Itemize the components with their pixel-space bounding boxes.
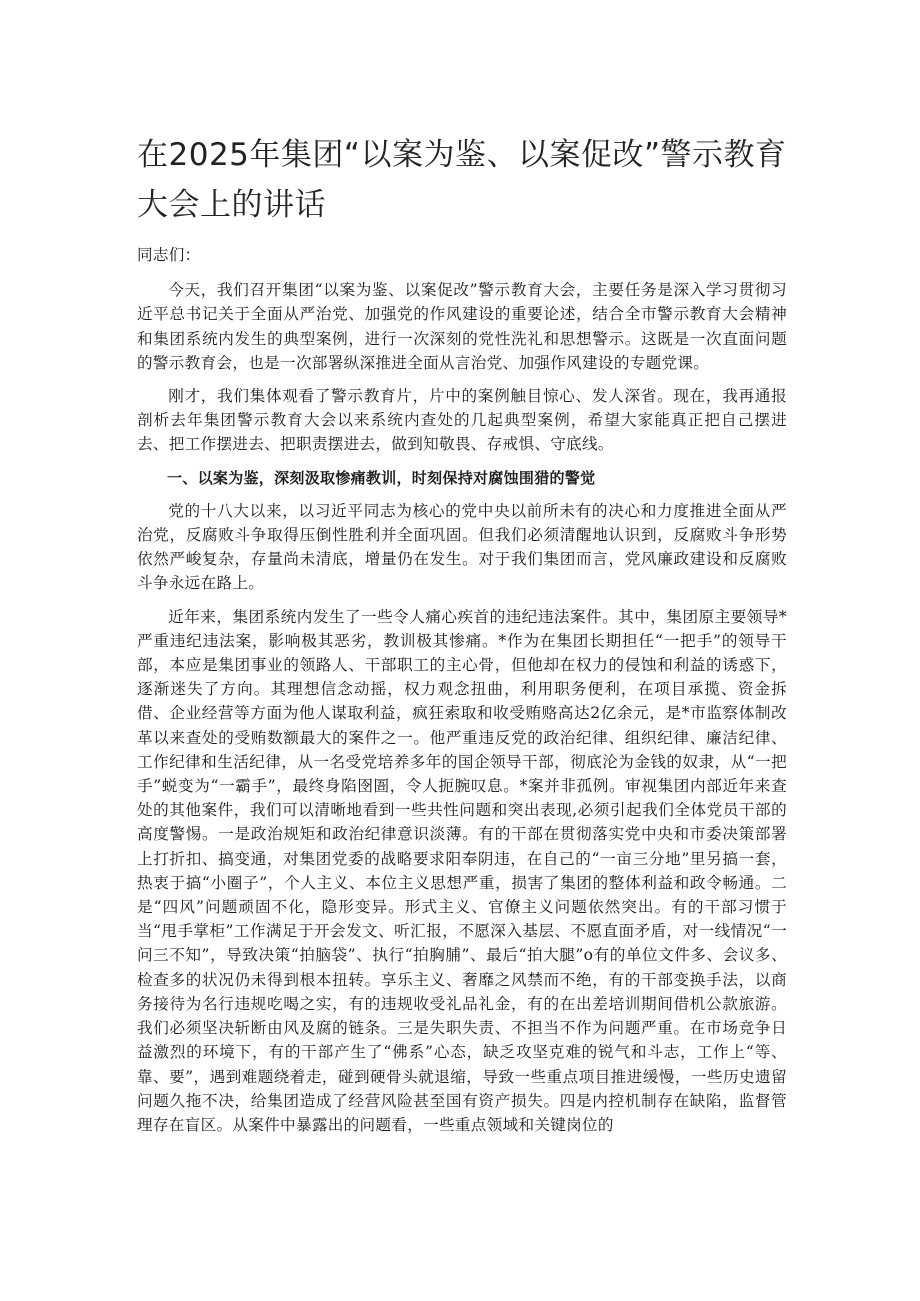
paragraph-anticorruption: 党的十八大以来，以习近平同志为核心的党中央以前所未有的决心和力度推进全面从严治党，反腐败斗争取得压倒性胜利并全面巩固。但我们必须清醒地认识到，反腐败斗争形势依然严峻复杂，存量尚未清底，增量仍在发生。对于我们集团而言，党风廉政建设和反腐败斗争永远在路上。: [137, 501, 787, 593]
salutation: 同志们：: [137, 246, 201, 264]
document-body: [137, 243, 787, 1146]
paragraph-case-briefing: 刚才，我们集体观看了警示教育片，片中的案例触目惊心、发人深省。现在，我再通报剖析去年集团警示教育大会以来系统内查处的几起典型案例，希望大家能真正把自己摆进去、把工作摆进去、把职责摆进去，做到知敬畏、存戒惧、守底线。: [137, 387, 787, 454]
section-heading: 一、以案为鉴，深刻汲取惨痛教训，时刻保持对腐蚀围猎的警觉: [167, 468, 596, 487]
document-title: 在2025年集团“以案为鉴、以案促改”警示教育大会上的讲话: [137, 137, 787, 223]
paragraph-opening: 今天，我们召开集团“以案为鉴、以案促改”警示教育大会，主要任务是深入学习贯彻习近平总书记关于全面从严治党、加强党的作风建设的重要论述，结合全市警示教育大会精神和集团系统内发生的典型案例，进行一次深刻的党性洗礼和思想警示。这既是一次直面问题的警示教育会，也是一次部署纵深推进全面从言治党、加强作风建设的专题党课。: [137, 281, 787, 372]
paragraph-case-analysis: 近年来，集团系统内发生了一些令人痛心疾首的违纪违法案件。其中，集团原主要领导*严重违纪违法案，影响极其恶劣，教训极其惨痛。*作为在集团长期担任“一把手”的领导干部，本应是集团事业的领路人、干部职工的主心骨，但他却在权力的侵蚀和利益的诱惑下，逐渐迷失了方向。其理想信念动摇，权力观念扭曲，利用职务便利，在项目承揽、资金拆借、企业经营等方面为他人谋取利益，疯狂索取和收受贿赂高达2亿余元，是*市监察体制改革以来查处的受贿数额最大的案件之一。他严重违反党的政治纪律、组织纪律、廉洁纪律、工作纪律和生活纪律，从一名受党培养多年的国企领导干部，彻底沦为金钱的奴隶，从“一把手”蜕变为“一霸手”，最终身陷囹圄，令人扼腕叹息。*案并非孤例。审视集团内部近年来查处的其他案件，我们可以清晰地看到一些共性问题和突出表现,必须引起我们全体党员干部的高度警惕。一是政治规矩和政治纪律意识淡薄。有的干部在贯彻落实党中央和市委决策部署上打折扣、搞变通，对集团党委的战略要求阳奉阴违，在自己的“一亩三分地”里另搞一套，热衷于搞“小圈子”，个人主义、本位主义思想严重，损害了集团的整体利益和政令畅通。二是“四风”问题顽固不化，隐形变异。形式主义、官僚主义问题依然突出。有的干部习惯于当“甩手掌柜”工作满足于开会发文、听汇报，不愿深入基层、不愿直面矛盾，对一线情况“一问三不知”，导致决策“拍脑袋”、执行“拍胸脯”、最后“拍大腿”o有的单位文件多、会议多、检查多的状况仍未得到根本扭转。享乐主义、奢靡之风禁而不绝，有的干部变换手法，以商务接待为名行违规吃喝之实，有的违规收受礼品礼金，有的在出差培训期间借机公款旅游。我们必须坚决斩断由风及腐的链条。三是失职失责、不担当不作为问题严重。在市场竞争日益激烈的环境下，有的干部产生了“佛系”心态，缺乏攻坚克难的锐气和斗志，工作上“等、靠、要”，遇到难题绕着走，碰到硬骨头就退缩，导致一些重点项目推进缓慢，一些历史遗留问题久拖不决，给集团造成了经营风险甚至国有资产损失。四是内控机制存在缺陷，监督管理存在盲区。从案件中暴露出的问题看，一些重点领域和关键岗位的: [137, 607, 787, 1134]
